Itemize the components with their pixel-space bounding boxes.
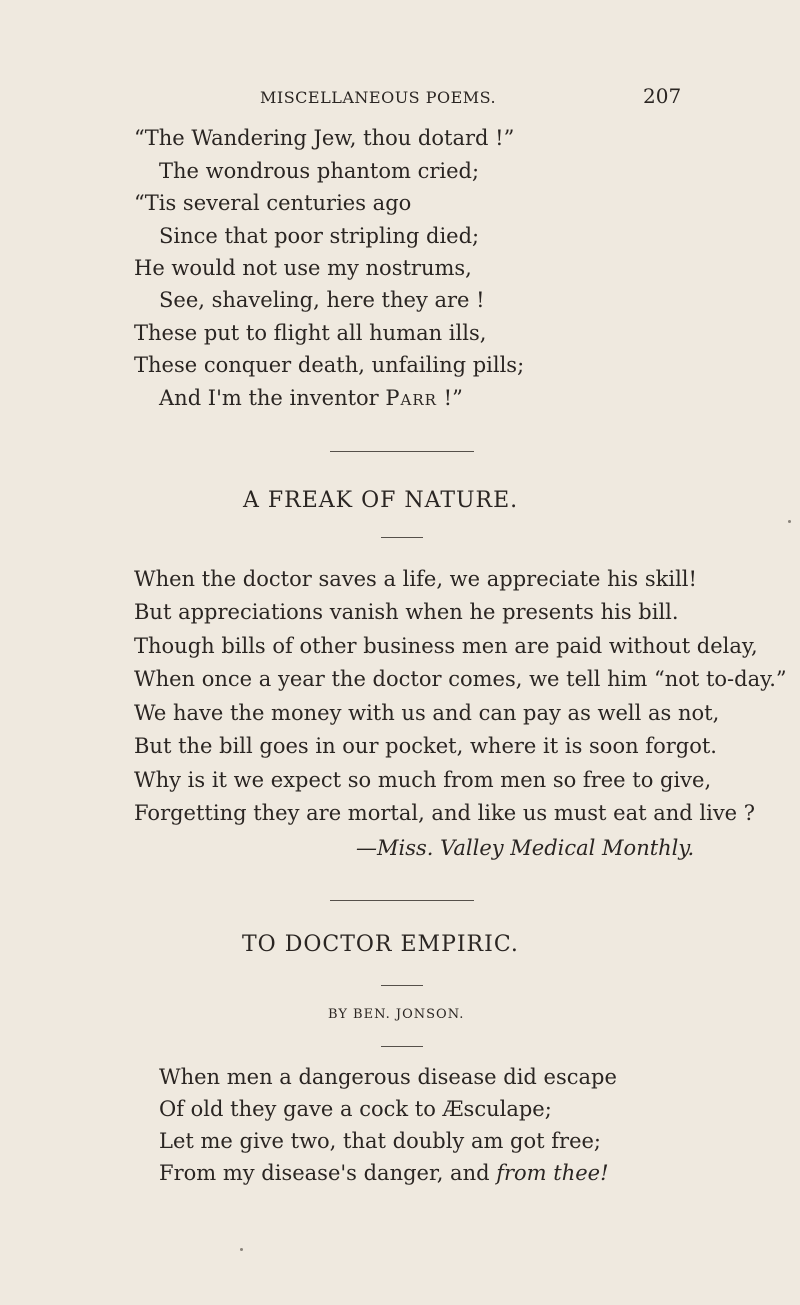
- poem-line: These put to flight all human ills,: [134, 321, 487, 345]
- page-number: 207: [643, 84, 682, 108]
- poem-line: Of old they gave a cock to Æsculape;: [159, 1097, 552, 1121]
- attribution: —Miss. Valley Medical Monthly.: [356, 836, 695, 860]
- poem-title: A FREAK OF NATURE.: [243, 488, 519, 513]
- poem-line: Let me give two, that doubly am got free;: [159, 1129, 601, 1153]
- poem-line: Since that poor stripling died;: [159, 224, 480, 248]
- poem-line: But the bill goes in our pocket, where it is soon forgot.: [134, 734, 717, 758]
- poem-line: But appreciations vanish when he presents his bill.: [134, 600, 679, 624]
- line-text-italic: from thee!: [496, 1161, 609, 1185]
- poem-line: Forgetting they are mortal, and like us must eat and live ?: [134, 801, 756, 825]
- page-speck: [240, 1248, 243, 1251]
- poem-line: We have the money with us and can pay as well as not,: [134, 701, 720, 725]
- page-speck: [788, 520, 791, 523]
- poem-line: “The Wandering Jew, thou dotard !”: [134, 126, 515, 150]
- section-divider: [330, 451, 474, 452]
- poem-line-last: [159, 1163, 609, 1184]
- title-rule: [381, 985, 423, 986]
- poem-title: TO DOCTOR EMPIRIC.: [242, 932, 519, 957]
- title-rule: [381, 537, 423, 538]
- line-text: And I'm the inventor: [159, 386, 386, 410]
- poem-line: The wondrous phantom cried;: [159, 159, 480, 183]
- line-text: From my disease's danger, and: [159, 1161, 497, 1185]
- line-text: !”: [436, 386, 463, 410]
- byline: BY BEN. JONSON.: [328, 1007, 465, 1022]
- section-divider: [330, 900, 474, 901]
- poem-line: When the doctor saves a life, we appreciate his skill!: [134, 567, 697, 591]
- poem-line: Why is it we expect so much from men so free to give,: [134, 768, 712, 792]
- poem-line: See, shaveling, here they are !: [159, 288, 485, 312]
- poem-line: These conquer death, unfailing pills;: [134, 353, 525, 377]
- poem-line: He would not use my nostrums,: [134, 256, 472, 280]
- running-title: MISCELLANEOUS POEMS.: [260, 88, 497, 107]
- inventor-name: Parr: [385, 386, 437, 410]
- poem-line: Though bills of other business men are paid without delay,: [134, 634, 758, 658]
- poem-line: When men a dangerous disease did escape: [159, 1065, 617, 1089]
- poem-line: When once a year the doctor comes, we tell him “not to-day.”: [134, 667, 787, 691]
- poem-line-last: [159, 388, 463, 409]
- poem-line: “Tis several centuries ago: [134, 191, 412, 215]
- byline-rule: [381, 1046, 423, 1047]
